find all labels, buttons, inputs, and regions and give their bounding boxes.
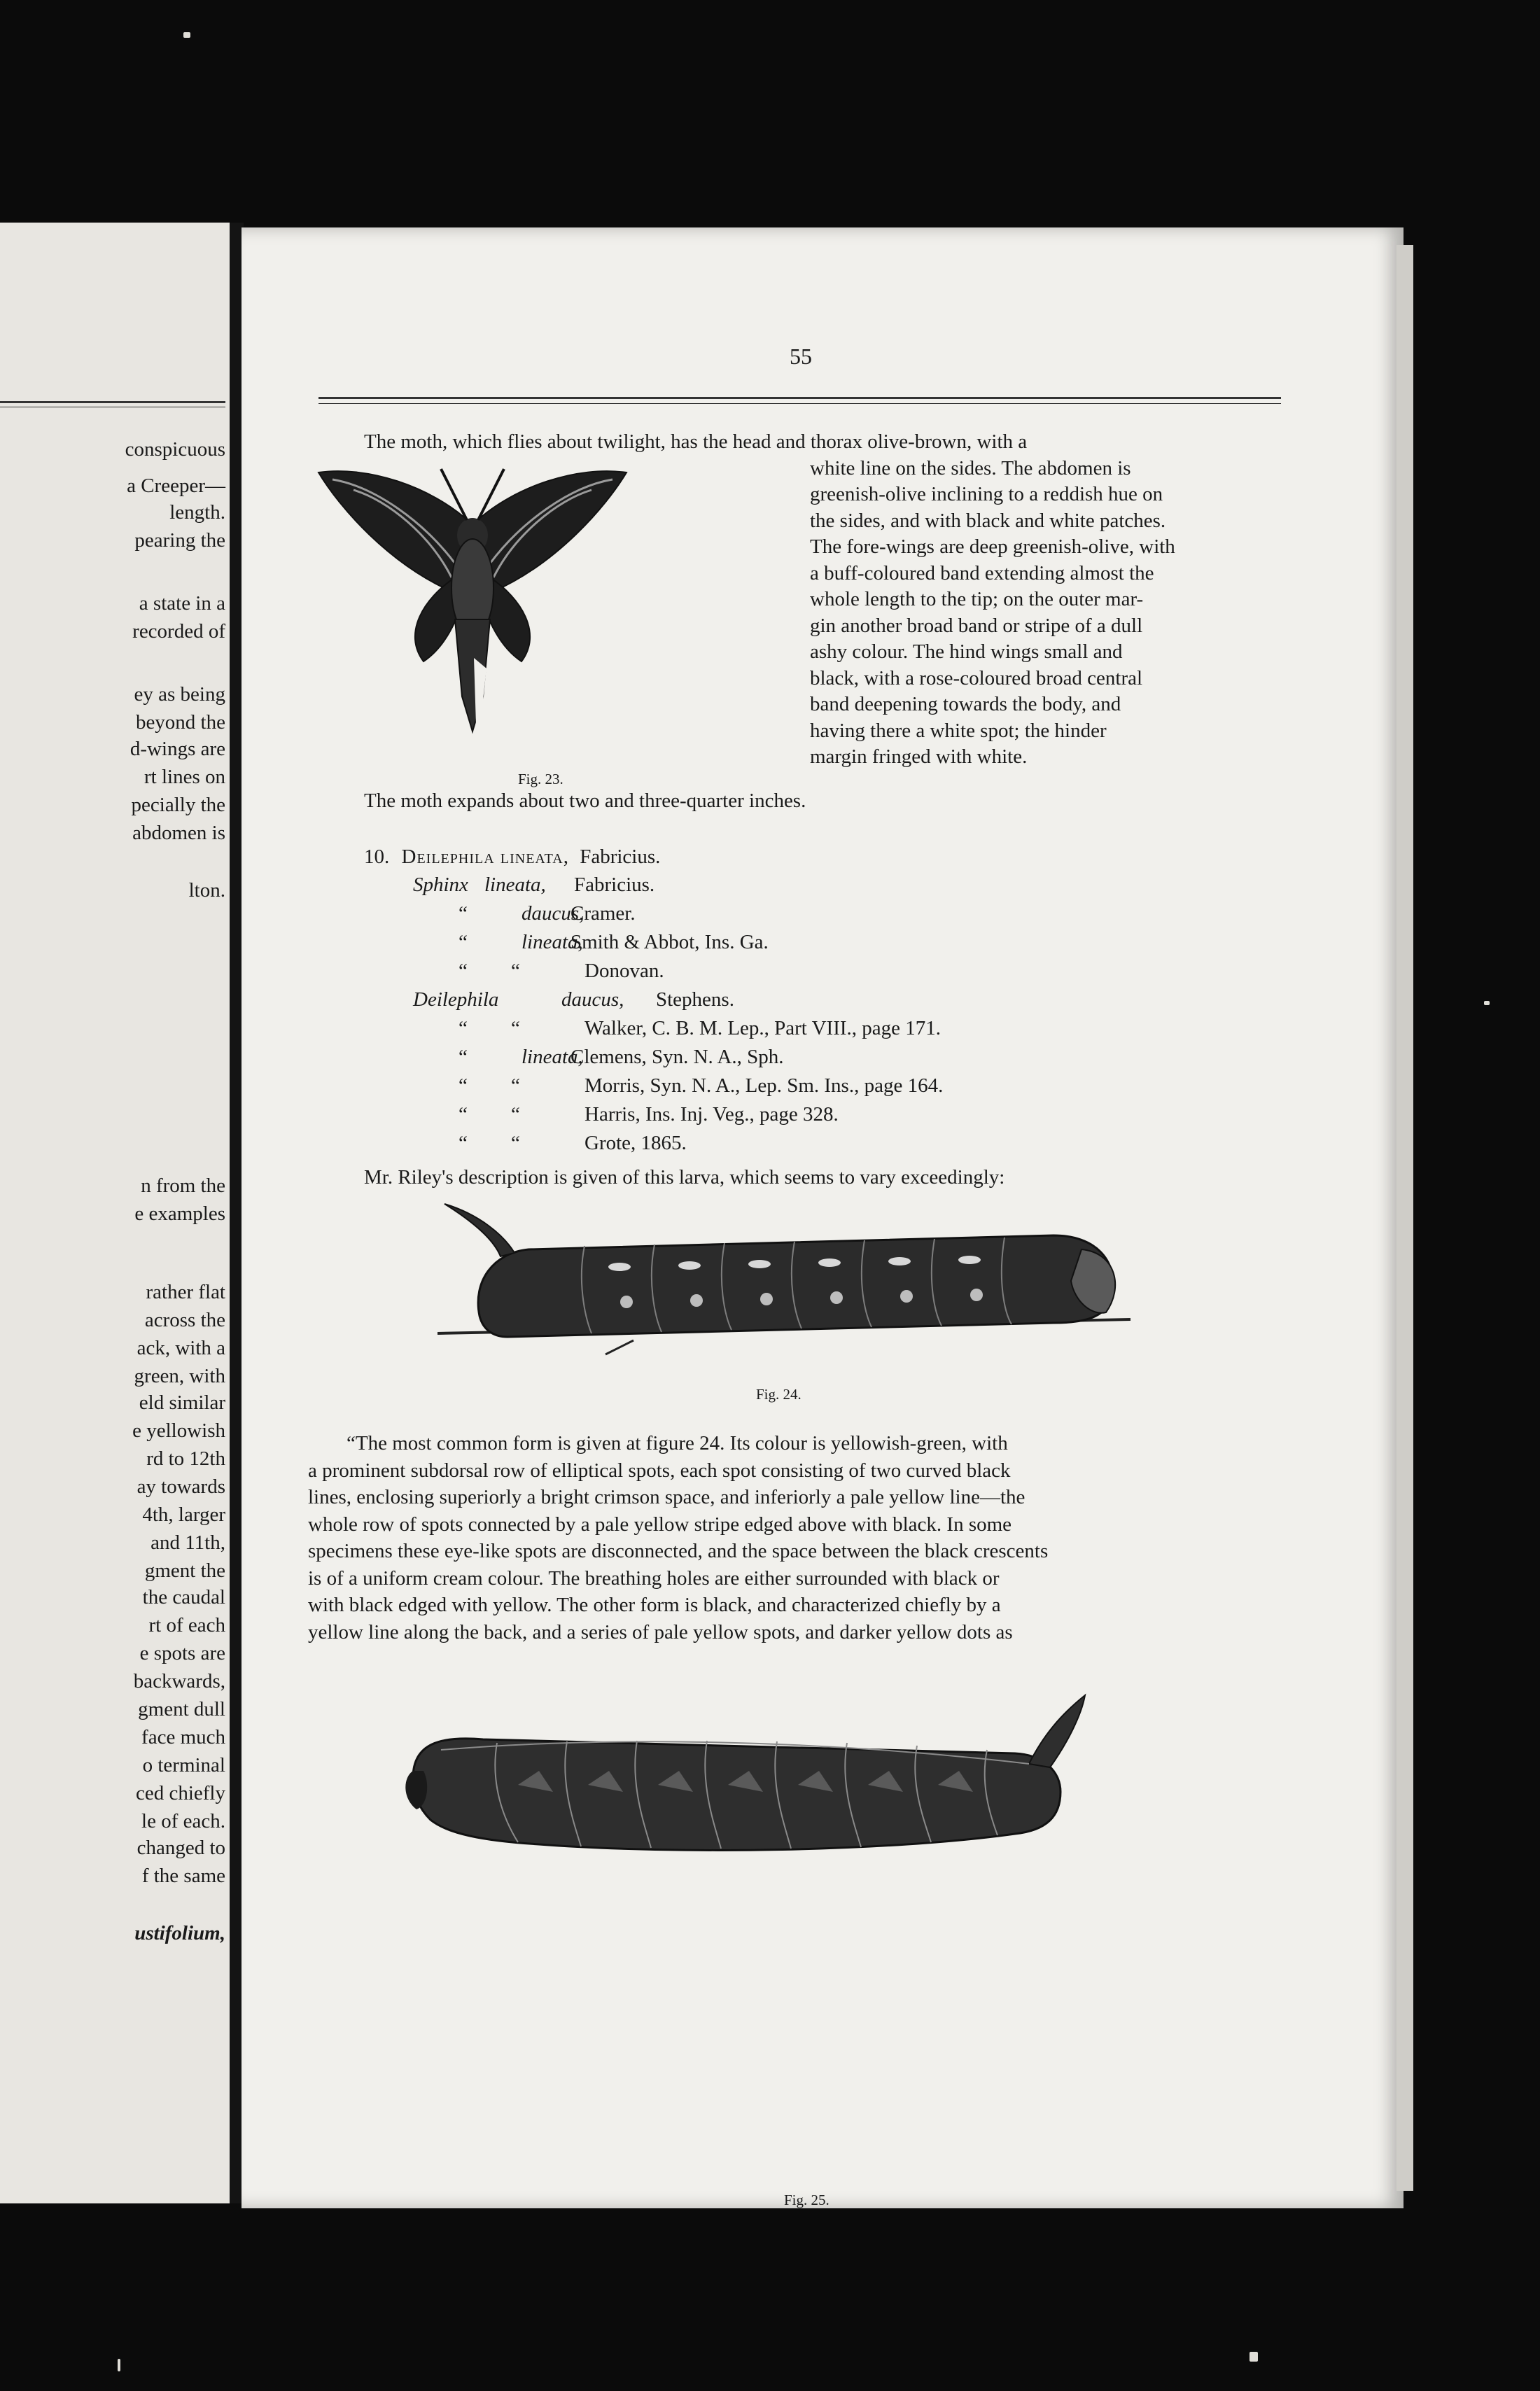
quote-paragraph-line: yellow line along the back, and a series of pale yellow spots, and darker yellow dots as — [308, 1620, 1013, 1643]
left-page-line: ay towards — [136, 1475, 225, 1498]
synonym-ref: Grote, 1865. — [584, 1132, 687, 1154]
synonym-genus: “ — [458, 1074, 468, 1097]
right-page-edge — [1396, 245, 1413, 2191]
left-page-line: beyond the — [135, 711, 225, 734]
left-page-line: ustifolium, — [134, 1922, 225, 1944]
left-page-line: f the same — [141, 1865, 225, 1887]
species-number: 10. — [364, 846, 390, 868]
dust-speck — [1484, 1001, 1490, 1005]
moth-paragraph-line: margin fringed with white. — [810, 745, 1028, 768]
left-page-line: d-wings are — [130, 738, 225, 760]
left-page-line: a Creeper— — [127, 475, 225, 497]
left-page-line: across the — [144, 1309, 225, 1331]
moth-paragraph-line: band deepening towards the body, and — [810, 693, 1121, 715]
left-page-line: and 11th, — [150, 1531, 225, 1554]
left-page-line: recorded of — [132, 620, 225, 643]
quote-paragraph-line: a prominent subdorsal row of elliptical spots, each spot consisting of two curved black — [308, 1459, 1011, 1482]
left-page-line: lton. — [188, 879, 225, 902]
left-page-line: conspicuous — [125, 438, 225, 461]
page-number: 55 — [790, 344, 812, 369]
left-page-line: le of each. — [141, 1810, 225, 1832]
left-page-line: gment the — [144, 1559, 225, 1582]
left-page-line: n from the — [141, 1175, 225, 1197]
fig-23-caption: Fig. 23. — [518, 771, 564, 787]
left-page-line: abdomen is — [132, 822, 225, 844]
left-page-line: a state in a — [139, 592, 225, 615]
dust-speck — [183, 32, 190, 38]
left-page-line: eld similar — [139, 1391, 225, 1414]
left-page-line: length. — [169, 501, 225, 524]
left-facing-page — [0, 223, 231, 2203]
synonym-genus: “ — [458, 1046, 468, 1068]
synonym-species: lineata, — [522, 1046, 583, 1068]
left-page-line: pecially the — [131, 794, 225, 816]
left-page-line: rd to 12th — [146, 1447, 225, 1470]
fig-25-caption: Fig. 25. — [784, 2192, 830, 2208]
left-page-line: rt of each — [148, 1614, 225, 1636]
header-rule-top — [318, 397, 1281, 399]
dust-speck — [1250, 2352, 1258, 2362]
left-page-line: ack, with a — [136, 1337, 225, 1359]
moth-paragraph-line: having there a white spot; the hinder — [810, 719, 1107, 742]
species-heading — [364, 847, 660, 867]
fig-24-caption: Fig. 24. — [756, 1386, 802, 1403]
moth-paragraph-line: black, with a rose-coloured broad central — [810, 666, 1143, 689]
moth-paragraph-line: gin another broad band or stripe of a dull — [810, 614, 1143, 637]
species-name: Deilephila lineata, — [401, 846, 569, 868]
moth-paragraph-line: The fore-wings are deep greenish-olive, with — [810, 535, 1175, 558]
quote-paragraph-line: specimens these eye-like spots are disconnected, and the space between the black crescents — [308, 1540, 1049, 1562]
synonym-genus: “ — [458, 960, 468, 982]
quote-paragraph-line: with black edged with yellow. The other form is black, and characterized chiefly by a — [308, 1594, 1001, 1616]
moth-paragraph-line: whole length to the tip; on the outer mar- — [810, 588, 1144, 610]
left-page-line: changed to — [136, 1837, 225, 1859]
left-page-line: gment dull — [138, 1698, 225, 1720]
synonym-ref: Donovan. — [584, 960, 664, 982]
synonym-ditto: “ — [511, 960, 520, 982]
quote-paragraph-line: lines, enclosing superiorly a bright crimson space, and inferiorly a pale yellow line—the — [308, 1486, 1026, 1508]
quote-paragraph-line: “The most common form is given at figure 24. Its colour is yellowish-green, with — [346, 1432, 1008, 1454]
synonym-ref: Harris, Ins. Inj. Veg., page 328. — [584, 1103, 839, 1126]
left-page-line: green, with — [134, 1365, 225, 1387]
left-page-line: backwards, — [133, 1670, 225, 1692]
moth-paragraph-line: a buff-coloured band extending almost the — [810, 561, 1154, 584]
moth-paragraph-line: ashy colour. The hind wings small and — [810, 640, 1123, 663]
left-page-line: rt lines on — [144, 766, 225, 788]
synonym-genus: “ — [458, 1103, 468, 1126]
synonym-ref: Walker, C. B. M. Lep., Part VIII., page 171. — [584, 1017, 941, 1039]
synonym-ref: Fabricius. — [574, 874, 655, 896]
synonym-genus: Sphinx — [413, 874, 468, 896]
left-page-line: o terminal — [142, 1754, 225, 1776]
moth-illustration — [312, 458, 634, 752]
caterpillar-fig-25-illustration — [399, 1687, 1106, 1858]
synonym-species: daucus, — [561, 988, 624, 1011]
synonym-ditto: “ — [511, 1074, 520, 1097]
left-page-line: ey as being — [134, 683, 225, 706]
left-page-line: face much — [141, 1726, 225, 1748]
moth-paragraph-line: The moth, which flies about twilight, has the head and thorax olive-brown, with a — [364, 430, 1028, 453]
synonym-genus: “ — [458, 902, 468, 925]
synonym-ditto: “ — [511, 1017, 520, 1039]
moth-paragraph-line: greenish-olive inclining to a reddish hue on — [810, 483, 1163, 505]
synonym-genus: “ — [458, 1017, 468, 1039]
moth-right-forewing — [476, 471, 626, 591]
synonym-ditto: “ — [511, 1132, 520, 1154]
riley-intro-line: Mr. Riley's description is given of this larva, which seems to vary exceedingly: — [364, 1166, 1005, 1189]
dust-speck — [118, 2359, 120, 2371]
left-page-line: pearing the — [134, 529, 225, 552]
left-page-line: e yellowish — [132, 1419, 225, 1442]
quote-paragraph-line: is of a uniform cream colour. The breathing holes are either surrounded with black or — [308, 1566, 1000, 1590]
synonym-ref: Cramer. — [570, 902, 636, 925]
synonym-species: lineata, — [484, 874, 546, 896]
right-page — [241, 227, 1404, 2208]
left-page-line: ced chiefly — [135, 1782, 225, 1804]
synonym-species: lineata, — [522, 931, 583, 953]
synonym-genus: Deilephila — [413, 988, 499, 1011]
species-author: Fabricius. — [580, 846, 661, 868]
synonym-genus: “ — [458, 1132, 468, 1154]
synonym-ref: Smith & Abbot, Ins. Ga. — [570, 931, 769, 953]
synonym-ref: Stephens. — [656, 988, 734, 1011]
left-page-line: e examples — [134, 1202, 225, 1225]
left-page-line: rather flat — [146, 1281, 225, 1303]
left-page-line: 4th, larger — [142, 1503, 225, 1526]
moth-paragraph-line: the sides, and with black and white patches. — [810, 509, 1166, 532]
header-rule-bottom — [318, 403, 1281, 404]
left-page-line: e spots are — [139, 1642, 225, 1664]
quote-paragraph-line: whole row of spots connected by a pale yellow stripe edged above with black. In some — [308, 1513, 1012, 1536]
moth-left-forewing — [318, 471, 469, 591]
left-header-rule — [0, 401, 225, 403]
synonym-ditto: “ — [511, 1103, 520, 1126]
synonym-ref: Morris, Syn. N. A., Lep. Sm. Ins., page 164. — [584, 1074, 944, 1097]
synonym-genus: “ — [458, 931, 468, 953]
moth-expands-line: The moth expands about two and three-quarter inches. — [364, 790, 806, 812]
synonym-ref: Clemens, Syn. N. A., Sph. — [570, 1046, 784, 1068]
caterpillar-fig-24-illustration — [424, 1197, 1144, 1365]
synonym-species: daucus, — [522, 902, 584, 925]
left-page-line: the caudal — [142, 1586, 225, 1608]
moth-paragraph-line: white line on the sides. The abdomen is — [810, 456, 1131, 479]
